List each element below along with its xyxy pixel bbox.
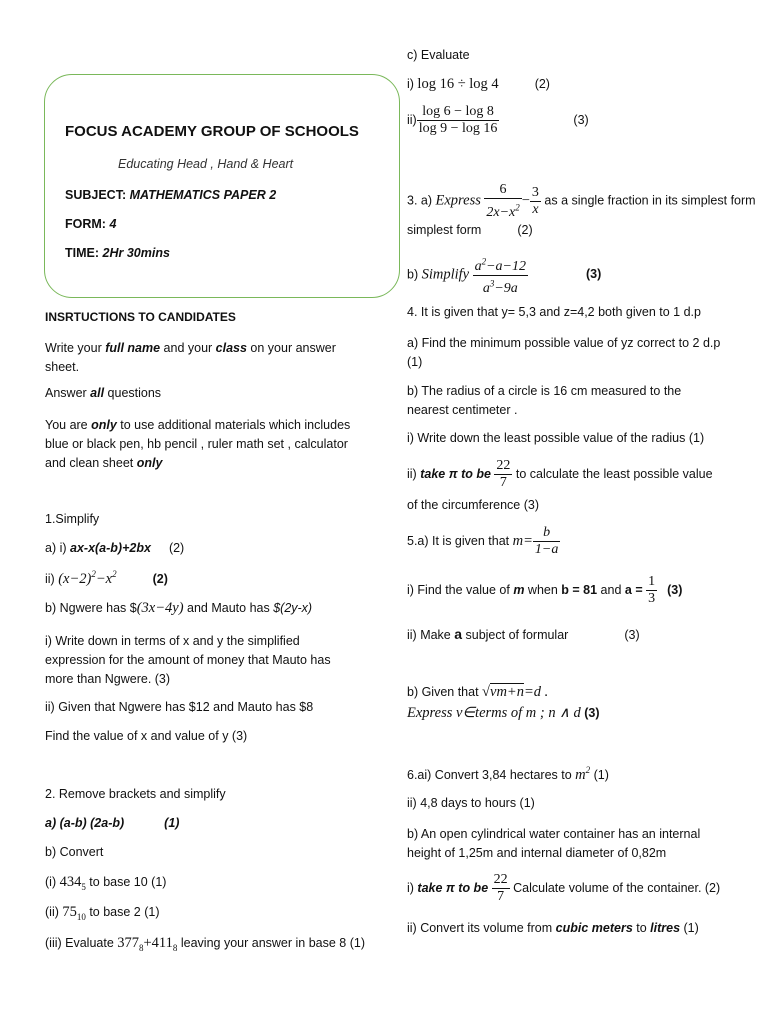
school-motto: Educating Head , Hand & Heart [118, 157, 294, 171]
q1-a-ii: ii) $(x-2)^2-x^2$ (2) [45, 569, 168, 587]
q1-b-ii: ii) Given that Ngwere has $12 and Mauto has $8 [45, 700, 314, 714]
q4-b-ii-line2: of the circumference (3) [407, 498, 539, 512]
q2-b-iii: (iii) Evaluate $377_8+411_8$ leaving your answer in base 8 (1) [45, 935, 365, 953]
q1-title: 1.Simplify [45, 512, 100, 526]
q4-b-ii: ii) take π to be $\frac{22}{7}$ to calculate the least possible value [407, 458, 713, 490]
q1-b-i: i) Write down in terms of x and y the simplified expression for the amount of money that Mauto has more than Ngwere. (3) [45, 634, 331, 686]
q6-b: b) An open cylindrical water container has an internal height of 1,25m and internal diameter of 0,82m [407, 827, 701, 860]
school-name: FOCUS ACADEMY GROUP OF SCHOOLS [65, 123, 359, 140]
q5-b: b) Given that √vm+n=d . [407, 684, 549, 700]
qc-title: c) Evaluate [407, 48, 470, 62]
q6-a-i: 6.ai) Convert 3,84 hectares to $m^2$ (1) [407, 765, 609, 783]
instructions-heading: INSRTUCTIONS TO CANDIDATES [45, 310, 236, 324]
time-line: TIME: 2Hr 30mins [65, 246, 170, 260]
instruction-3: You are only to use additional materials which includes blue or black pen, hb pencil , ruler math set , calculator and clean sheet only [45, 418, 351, 470]
q3-a-line2: simplest form (2) [407, 223, 533, 237]
q2-b-ii: (ii) $75_{10}$ to base 2 (1) [45, 904, 160, 922]
q4-intro: 4. It is given that y= 5,3 and z=4,2 both given to 1 d.p [407, 305, 701, 319]
q5-a-ii: ii) Make a subject of formular (3) [407, 626, 640, 642]
q2-b-i: (i) $434_5$ to base 10 (1) [45, 874, 167, 892]
q6-a-ii: ii) 4,8 days to hours (1) [407, 796, 535, 810]
instruction-1: Write your full name and your class on your answer sheet. [45, 341, 336, 374]
subject-line: SUBJECT: MATHEMATICS PAPER 2 [65, 188, 277, 202]
q6-b-i: i) take π to be $\frac{22}{7}$ Calculate volume of the container. (2) [407, 872, 721, 904]
q3-a: 3. a) Express $\frac{6}{2x-x^2}$ − $\frac{3}{x}$ as a single fraction in its simplest form [407, 182, 756, 220]
qc-ii: ii) $\frac{\log 6 - \log 8}{\log 9 - \log 16}$ (3) [407, 104, 589, 136]
q2-a: a) (a-b) (2a-b) (1) [45, 816, 180, 830]
form-line: FORM: 4 [65, 217, 117, 231]
q5-b-line2: Express v∈terms of m ; n ∧ d (3) [407, 705, 600, 721]
q6-b-ii: ii) Convert its volume from cubic meters to litres (1) [407, 921, 699, 935]
q5-a: 5.a) It is given that m= $\frac{b}{1-a}$ [407, 525, 559, 557]
q2-b: b) Convert [45, 845, 104, 859]
q2-title: 2. Remove brackets and simplify [45, 787, 226, 801]
qc-i: i) log 16 ÷ log 4 (2) [407, 76, 550, 92]
header-box [44, 74, 400, 298]
q3-b: b) Simplify $\frac{a^2-a-12}{a^3-9a}$ (3) [407, 253, 601, 297]
q4-a: a) Find the minimum possible value of yz correct to 2 d.p (1) [407, 336, 721, 369]
q1-find: Find the value of x and value of y (3) [45, 729, 248, 743]
q5-a-i: i) Find the value of m when b = 81 and a = $\frac{1}{3}$ (3) [407, 574, 683, 606]
q4-b-i: i) Write down the least possible value of the radius (1) [407, 431, 705, 445]
q1-a: a) i) ax-x(a-b)+2bx (2) [45, 541, 185, 555]
q4-b: b) The radius of a circle is 16 cm measured to the nearest centimeter . [407, 384, 682, 417]
instruction-2: Answer all questions [45, 386, 162, 400]
q1-b: b) Ngwere has $(3x−4y) and Mauto has $(2y-x) [45, 600, 313, 616]
